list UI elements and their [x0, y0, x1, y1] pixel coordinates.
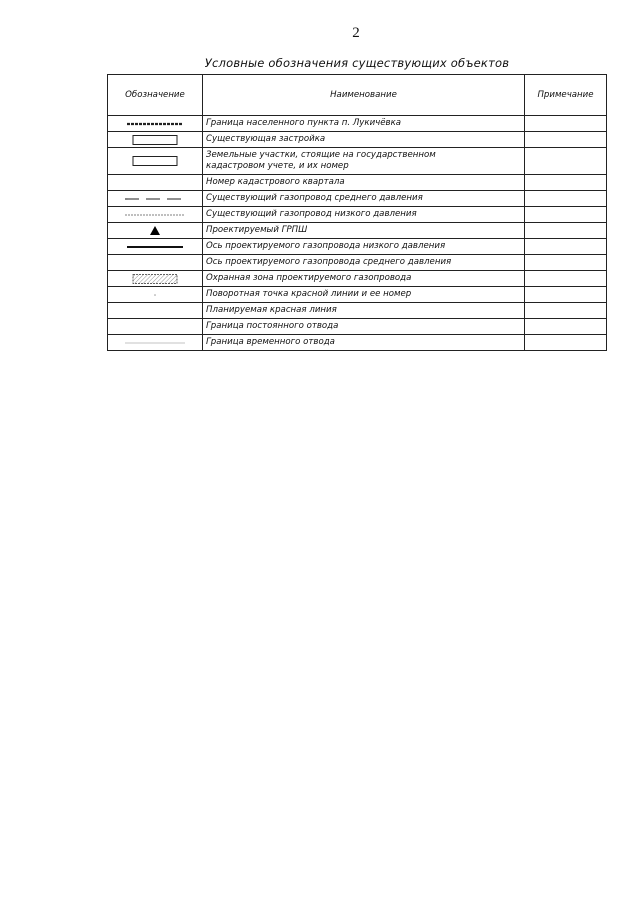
header-note: Примечание — [525, 75, 607, 116]
existing-medium-pressure-gas-icon — [123, 196, 187, 202]
legend-note — [525, 335, 607, 351]
land-plot-icon — [132, 155, 178, 167]
legend-name: Земельные участки, стоящие на государственном кадастровом учете, и их номер — [203, 148, 525, 175]
header-name: Наименование — [203, 75, 525, 116]
table-row — [108, 255, 607, 271]
legend-title: Условные обозначения существующих объектов — [204, 56, 510, 70]
table-row — [108, 175, 607, 191]
legend-symbol-cell — [108, 148, 203, 175]
legend-symbol-cell — [108, 335, 203, 351]
temporary-allotment-line-icon — [123, 340, 187, 346]
legend-name: Поворотная точка красной линии и ее номер — [203, 287, 525, 303]
table-row — [108, 271, 607, 287]
legend-table — [107, 74, 607, 351]
legend-note — [525, 303, 607, 319]
red-line-turn-point-icon — [152, 292, 158, 298]
table-row — [108, 116, 607, 132]
legend-symbol-cell — [108, 255, 203, 271]
legend-symbol-cell — [108, 175, 203, 191]
legend-note — [525, 287, 607, 303]
header-symbol: Обозначение — [108, 75, 203, 116]
legend-note — [525, 191, 607, 207]
legend-symbol-cell — [108, 239, 203, 255]
legend-header-row — [108, 75, 607, 116]
legend-note — [525, 116, 607, 132]
page-number: 2 — [352, 25, 360, 41]
legend-symbol-cell — [108, 191, 203, 207]
legend-symbol-cell — [108, 223, 203, 239]
legend-symbol-cell — [108, 287, 203, 303]
legend-note — [525, 223, 607, 239]
table-row — [108, 132, 607, 148]
projected-low-pressure-gas-icon — [125, 244, 185, 250]
legend-name: Существующий газопровод низкого давления — [203, 207, 525, 223]
legend-note — [525, 271, 607, 287]
table-row — [108, 319, 607, 335]
legend-note — [525, 207, 607, 223]
table-row — [108, 287, 607, 303]
protection-zone-hatch-icon — [132, 273, 178, 285]
legend-name: Номер кадастрового квартала — [203, 175, 525, 191]
legend-name: Охранная зона проектируемого газопровода — [203, 271, 525, 287]
table-row — [108, 207, 607, 223]
legend-name: Граница постоянного отвода — [203, 319, 525, 335]
legend-name: Планируемая красная линия — [203, 303, 525, 319]
legend-note — [525, 175, 607, 191]
table-row — [108, 335, 607, 351]
table-row — [108, 303, 607, 319]
legend-note — [525, 148, 607, 175]
settlement-boundary-icon — [125, 121, 185, 127]
table-row — [108, 148, 607, 175]
legend-name: Ось проектируемого газопровода низкого давления — [203, 239, 525, 255]
legend-symbol-cell — [108, 271, 203, 287]
gas-regulator-triangle-icon — [149, 225, 161, 236]
legend-name: Ось проектируемого газопровода среднего давления — [203, 255, 525, 271]
existing-building-icon — [132, 134, 178, 146]
legend-symbol-cell — [108, 132, 203, 148]
legend-symbol-cell — [108, 116, 203, 132]
legend-symbol-cell — [108, 303, 203, 319]
table-row — [108, 239, 607, 255]
legend-note — [525, 255, 607, 271]
legend-name: Существующий газопровод среднего давления — [203, 191, 525, 207]
legend-name: Граница временного отвода — [203, 335, 525, 351]
legend-name: Граница населенного пункта п. Лукичёвка — [203, 116, 525, 132]
legend-note — [525, 319, 607, 335]
legend-symbol-cell — [108, 319, 203, 335]
legend-name: Проектируемый ГРПШ — [203, 223, 525, 239]
table-row — [108, 223, 607, 239]
table-row — [108, 191, 607, 207]
legend-name: Существующая застройка — [203, 132, 525, 148]
legend-symbol-cell — [108, 207, 203, 223]
legend-note — [525, 132, 607, 148]
existing-low-pressure-gas-icon — [123, 212, 187, 218]
legend-note — [525, 239, 607, 255]
